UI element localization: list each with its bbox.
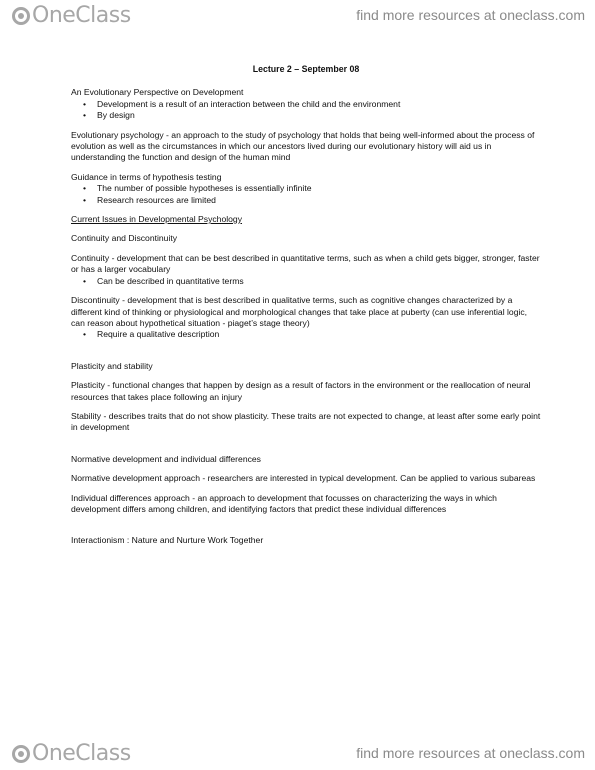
stability-paragraph: Stability - describes traits that do not show plasticity. These traits are not expected to change, at least after some early point in development	[71, 410, 541, 433]
footer-tagline-link[interactable]: find more resources at oneclass.com	[356, 745, 585, 761]
oneclass-logo[interactable]	[12, 3, 131, 28]
list-item: • Development is a result of an interaction between the child and the environment	[71, 99, 541, 110]
discontinuity-paragraph: Discontinuity - development that is best described in qualitative terms, such as cognitive changes characterized by a different kind of thinking or physiological and morphological changes that take place at puberty (can use inferential logic, can reason about hypothetical situation - piaget’s stage theory)	[71, 295, 528, 328]
continuity-paragraph: Continuity - development that can be best described in quantitative terms, such as when a child gets bigger, stronger, faster or has a larger vocabulary	[71, 252, 540, 275]
list-item: • Can be described in quantitative terms	[71, 276, 541, 287]
evo-bullet-list	[71, 99, 541, 122]
logo-text: OneClass	[32, 741, 131, 766]
oneclass-logo[interactable]	[12, 741, 131, 766]
evo-psych-paragraph: Evolutionary psychology - an approach to the study of psychology that holds that being well-informed about the process of evolution as well as the circumstances in which our ancestors lived during our evolutionary history will aid us in understanding the function and design of the human mind	[71, 129, 535, 163]
page-title: Lecture 2 – September 08	[252, 64, 360, 74]
oneclass-logo-icon	[12, 745, 30, 763]
section-heading-current-issues: Current Issues in Developmental Psychology	[71, 214, 243, 225]
list-item: • The number of possible hypotheses is essentially infinite	[71, 183, 541, 194]
continuity-heading: Continuity and Discontinuity	[71, 233, 178, 244]
page-header	[0, 0, 595, 32]
guidance-bullet-list	[71, 183, 541, 206]
discontinuity-bullet-list	[71, 329, 541, 340]
guidance-heading: Guidance in terms of hypothesis testing	[71, 171, 222, 182]
header-tagline-link[interactable]: find more resources at oneclass.com	[356, 7, 585, 23]
plasticity-paragraph: Plasticity - functional changes that happen by design as a result of factors in the environment or the reallocation of neural resources that takes place following an injury	[71, 380, 531, 402]
oneclass-logo-icon	[12, 7, 30, 25]
interactionism-heading: Interactionism : Nature and Nurture Work Together	[71, 535, 264, 546]
individual-differences-paragraph: Individual differences approach - an approach to development that focusses on characterizing the ways in which development differs among children, and identifying factors that predict these individual differences	[71, 492, 497, 514]
document-body	[71, 64, 541, 547]
list-item: • Research resources are limited	[71, 195, 541, 206]
logo-text: OneClass	[32, 3, 131, 28]
evo-heading: An Evolutionary Perspective on Development	[71, 87, 244, 98]
continuity-bullet-list	[71, 276, 541, 287]
plasticity-heading: Plasticity and stability	[71, 360, 153, 371]
normative-heading: Normative development and individual differences	[71, 453, 261, 464]
page-footer	[0, 738, 595, 770]
list-item: • By design	[71, 110, 541, 121]
normative-paragraph: Normative development approach - researchers are interested in typical development. Can be applied to various subareas	[71, 473, 536, 484]
list-item: • Require a qualitative description	[71, 329, 541, 340]
